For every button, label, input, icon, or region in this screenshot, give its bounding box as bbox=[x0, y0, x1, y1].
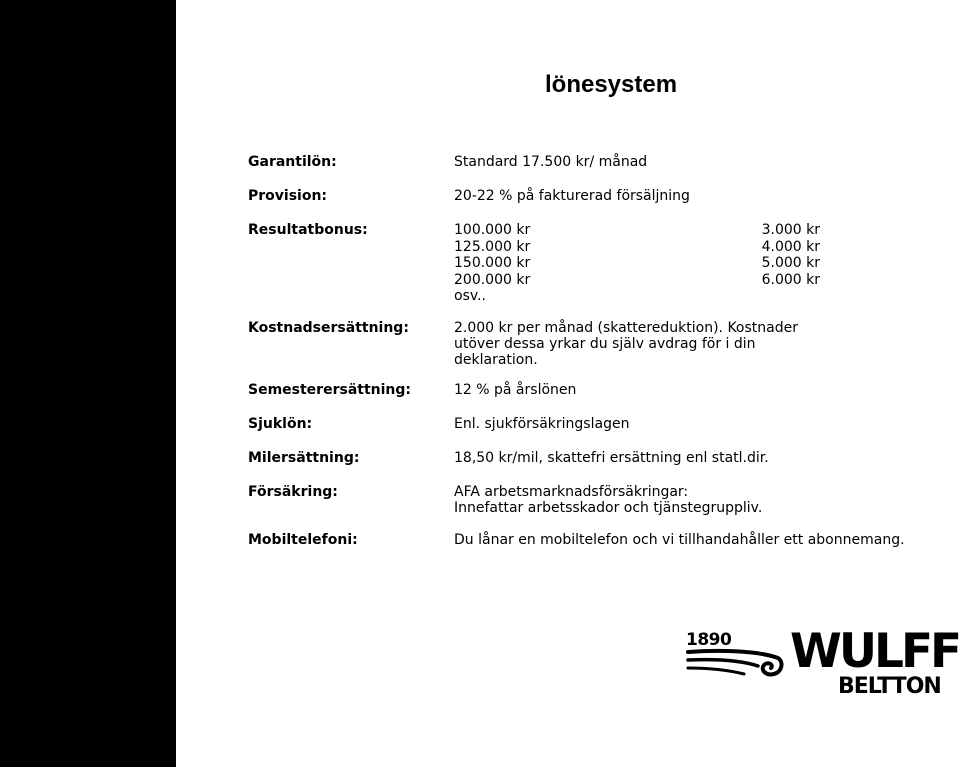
bonus-row bbox=[454, 239, 820, 256]
bonus-row bbox=[454, 255, 820, 272]
label-forsakring: Försäkring: bbox=[248, 484, 338, 500]
wulff-beltton-logo bbox=[686, 624, 960, 702]
label-garantilon: Garantilön: bbox=[248, 154, 337, 170]
bonus-table bbox=[454, 222, 824, 305]
label-semesterersattning: Semesterersättning: bbox=[248, 382, 412, 398]
label-kostnadsersattning: Kostnadsersättning: bbox=[248, 320, 409, 336]
bonus-more: osv.. bbox=[454, 288, 486, 305]
label-resultatbonus: Resultatbonus: bbox=[248, 222, 368, 238]
value-mobiltelefoni: Du lånar en mobiltelefon och vi tillhandahåller ett abonnemang. bbox=[454, 532, 905, 548]
value-forsakring-line2: Innefattar arbetsskador och tjänstegruppliv. bbox=[454, 500, 763, 516]
value-semesterersattning: 12 % på årslönen bbox=[454, 382, 577, 398]
label-sjuklon: Sjuklön: bbox=[248, 416, 313, 432]
bonus-amount: 6.000 kr bbox=[761, 271, 820, 288]
bonus-threshold: 200.000 kr bbox=[454, 271, 531, 288]
logo-wordmark: WULFF bbox=[790, 624, 960, 679]
bonus-threshold: 150.000 kr bbox=[454, 255, 531, 272]
value-kostnadsersattning: 2.000 kr per månad (skattereduktion). Kostnader utöver dessa yrkar du själv avdrag för i din deklaration. bbox=[454, 320, 798, 368]
value-sjuklon: Enl. sjukförsäkringslagen bbox=[454, 416, 630, 432]
value-provision: 20-22 % på fakturerad försäljning bbox=[454, 188, 690, 204]
value-garantilon: Standard 17.500 kr/ månad bbox=[454, 154, 648, 170]
bonus-row bbox=[454, 272, 820, 289]
bonus-amount: 3.000 kr bbox=[761, 222, 820, 238]
label-mobiltelefoni: Mobiltelefoni: bbox=[248, 532, 358, 548]
value-milersattning: 18,50 kr/mil, skattefri ersättning enl statl.dir. bbox=[454, 450, 769, 466]
page-title: lönesystem bbox=[545, 71, 678, 98]
bonus-threshold: 125.000 kr bbox=[454, 238, 531, 255]
swirl-icon bbox=[686, 648, 786, 680]
label-provision: Provision: bbox=[248, 188, 328, 204]
bonus-threshold: 100.000 kr bbox=[454, 222, 531, 238]
bonus-amount: 5.000 kr bbox=[761, 255, 820, 272]
bonus-amount: 4.000 kr bbox=[761, 238, 820, 255]
logo-year: 1890 bbox=[686, 630, 732, 650]
label-milersattning: Milersättning: bbox=[248, 450, 360, 466]
bonus-row bbox=[454, 222, 820, 239]
black-sidebar bbox=[0, 0, 176, 767]
logo-subtitle: BELTTON bbox=[838, 674, 941, 699]
value-forsakring: AFA arbetsmarknadsförsäkringar: bbox=[454, 484, 689, 500]
